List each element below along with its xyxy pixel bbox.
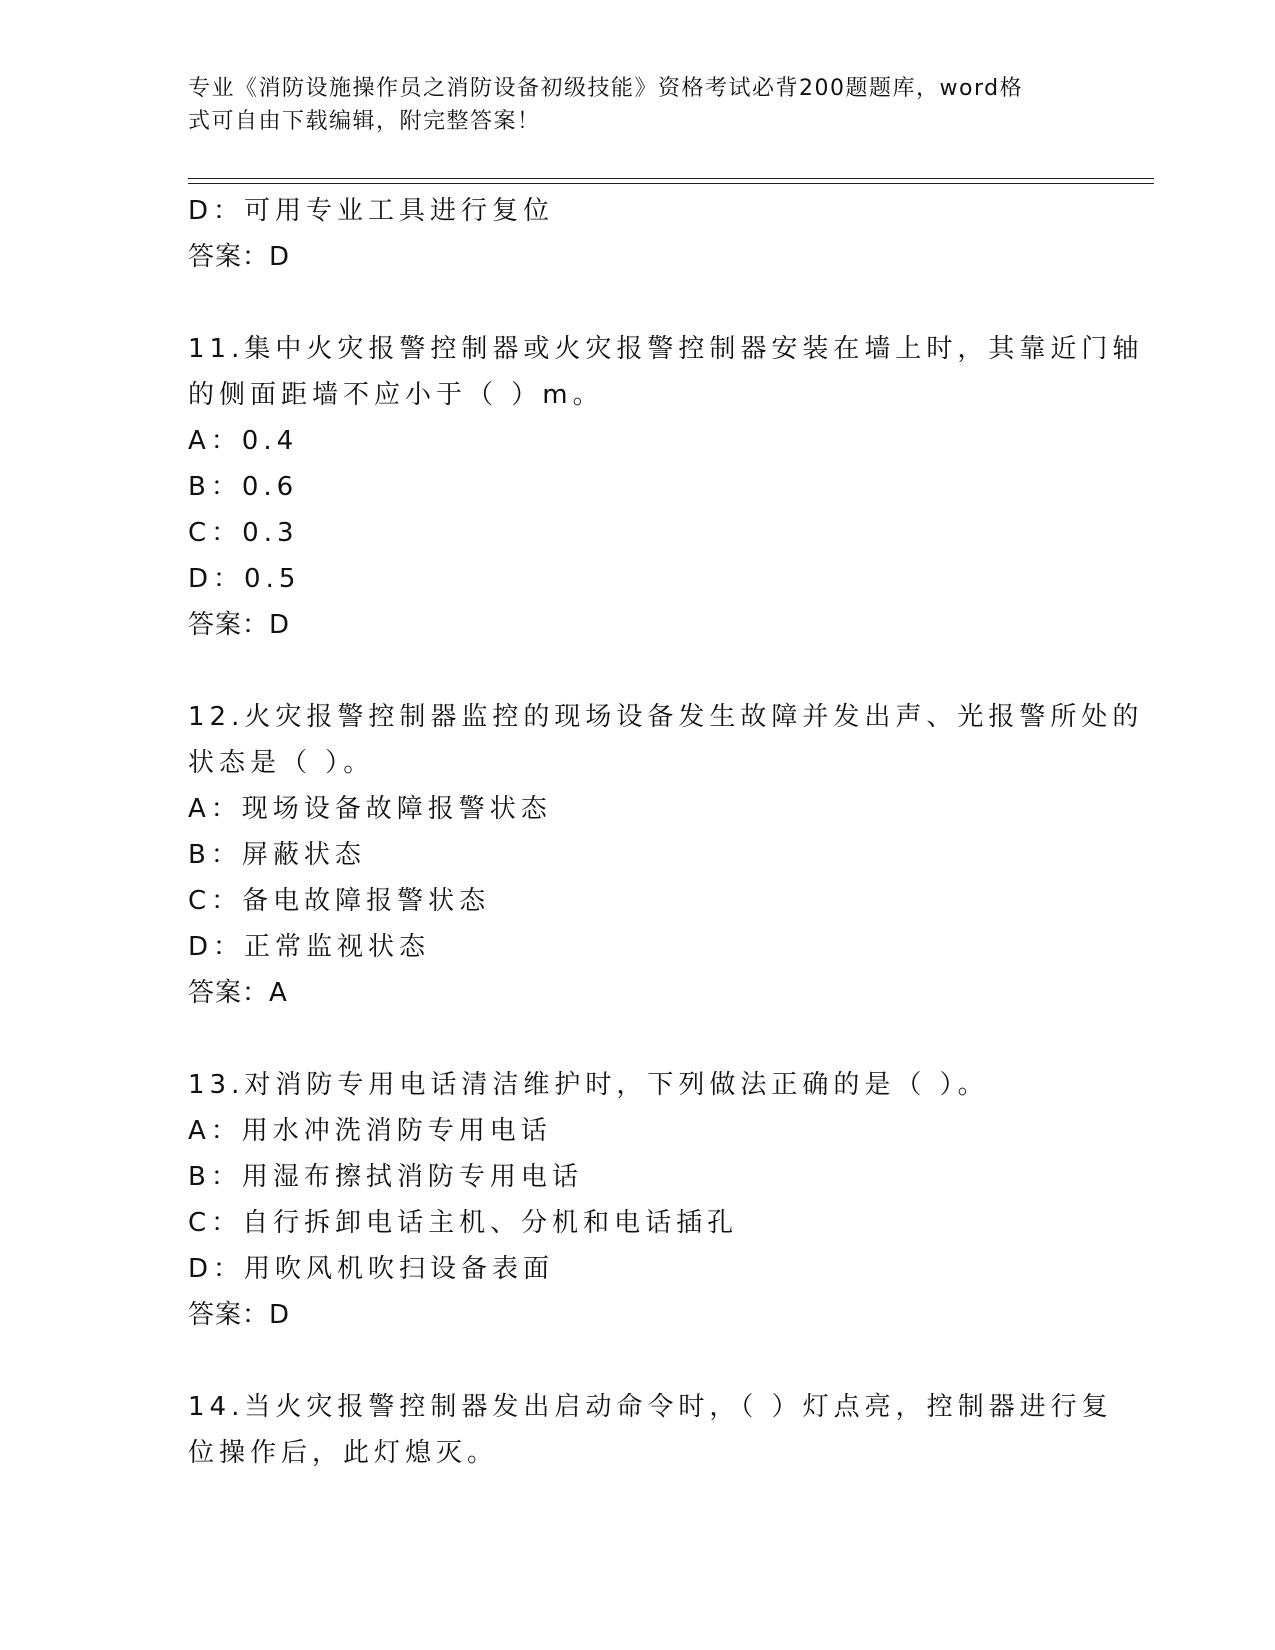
header-line-2: 式可自由下载编辑，附完整答案！ bbox=[188, 109, 541, 134]
header-divider-top bbox=[188, 178, 1154, 179]
spacer bbox=[188, 1338, 1088, 1384]
option-d: D：用吹风机吹扫设备表面 bbox=[188, 1254, 555, 1284]
question-11 bbox=[188, 326, 1144, 648]
option-a: A：用水冲洗消防专用电话 bbox=[188, 1116, 552, 1146]
option-d: D：0.5 bbox=[188, 564, 301, 594]
spacer bbox=[188, 1016, 1088, 1062]
spacer bbox=[188, 280, 1088, 326]
question-stem: 状态是（ ）。 bbox=[188, 748, 375, 778]
answer: 答案：D bbox=[188, 1300, 291, 1330]
option-d: D：正常监视状态 bbox=[188, 932, 431, 962]
prev-option-d: D：可用专业工具进行复位 bbox=[188, 196, 555, 226]
question-stem: 11.集中火灾报警控制器或火灾报警控制器安装在墙上时，其靠近门轴 bbox=[188, 334, 1144, 364]
question-list bbox=[188, 188, 1144, 1476]
option-c: C：备电故障报警状态 bbox=[188, 886, 491, 916]
question-stem: 14.当火灾报警控制器发出启动命令时，（ ）灯点亮，控制器进行复 bbox=[188, 1392, 1113, 1422]
question-14 bbox=[188, 1384, 1113, 1476]
answer: 答案：D bbox=[188, 610, 291, 640]
option-a: A：0.4 bbox=[188, 426, 299, 456]
header-line-1: 专业《消防设施操作员之消防设备初级技能》资格考试必背200题题库，word格 bbox=[188, 76, 1024, 101]
question-stem: 的侧面距墙不应小于（ ）m。 bbox=[188, 380, 604, 410]
option-c: C：自行拆卸电话主机、分机和电话插孔 bbox=[188, 1208, 739, 1238]
option-b: B：用湿布擦拭消防专用电话 bbox=[188, 1162, 583, 1192]
answer: 答案：A bbox=[188, 978, 288, 1008]
option-a: A：现场设备故障报警状态 bbox=[188, 794, 552, 824]
question-13 bbox=[188, 1062, 1088, 1338]
question-stem: 位操作后，此灯熄灭。 bbox=[188, 1438, 499, 1468]
spacer bbox=[188, 648, 1088, 694]
header-divider-bottom bbox=[188, 183, 1154, 184]
option-b: B：屏蔽状态 bbox=[188, 840, 366, 870]
question-stem: 13.对消防专用电话清洁维护时，下列做法正确的是（ ）。 bbox=[188, 1070, 989, 1100]
question-stem: 12.火灾报警控制器监控的现场设备发生故障并发出声、光报警所处的 bbox=[188, 702, 1144, 732]
question-12 bbox=[188, 694, 1144, 1016]
option-c: C：0.3 bbox=[188, 518, 299, 548]
prev-answer: 答案：D bbox=[188, 242, 291, 272]
document-header bbox=[188, 72, 1068, 138]
option-b: B：0.6 bbox=[188, 472, 299, 502]
